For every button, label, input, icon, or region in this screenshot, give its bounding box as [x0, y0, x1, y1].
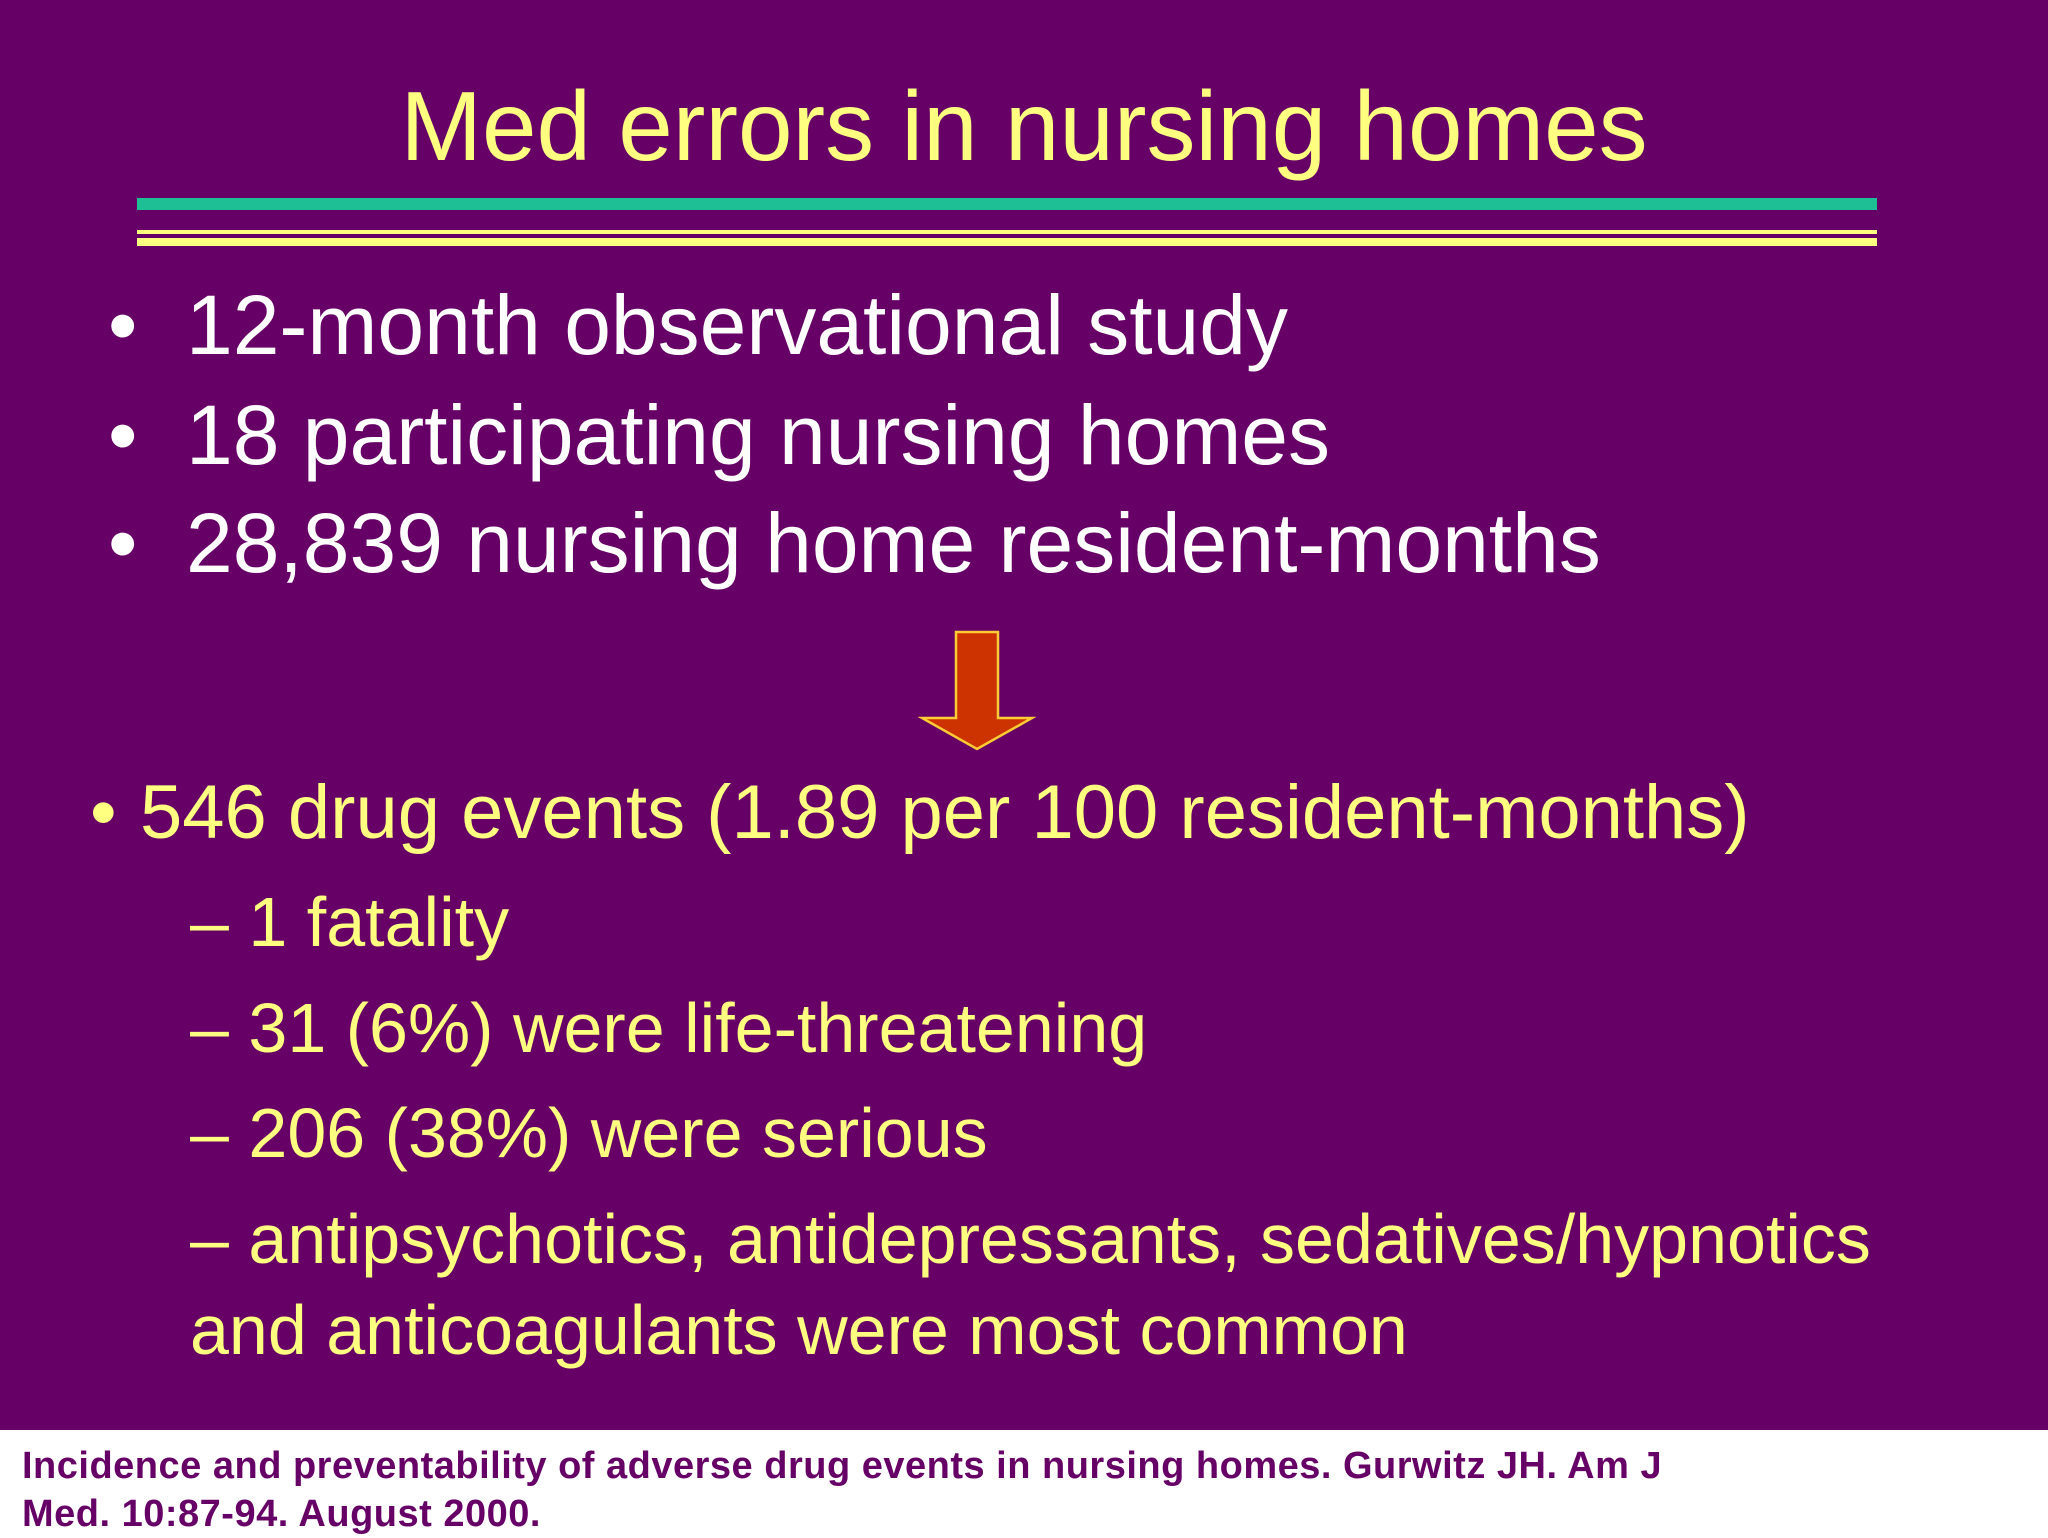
dash-glyph: –	[190, 1200, 229, 1278]
sub-point-text: 1 fatality	[248, 883, 510, 961]
down-arrow-icon	[918, 630, 1036, 752]
sub-point-drug-classes-continued	[190, 1285, 1408, 1375]
bullet-glyph: •	[108, 496, 138, 590]
citation-line-2: Med. 10:87-94. August 2000.	[22, 1493, 541, 1535]
main-point-drug-events	[90, 763, 1750, 863]
citation	[22, 1442, 2032, 1538]
sub-point-text: 206 (38%) were serious	[248, 1094, 988, 1172]
bullet-glyph: •	[108, 388, 138, 482]
dash-glyph: –	[190, 1094, 229, 1172]
sub-point-text: and anticoagulants were most common	[190, 1291, 1408, 1369]
main-point-text: 546 drug events (1.89 per 100 resident-months)	[140, 770, 1750, 855]
title-rule-teal	[137, 198, 1877, 210]
bullet-glyph: •	[108, 278, 138, 372]
bullet-text: 18 participating nursing homes	[186, 388, 1331, 482]
citation-line-1: Incidence and preventability of adverse drug events in nursing homes. Gurwitz JH. Am J	[22, 1445, 1663, 1487]
bullet-glyph: •	[90, 770, 117, 855]
slide-title: Med errors in nursing homes	[400, 71, 1648, 181]
title-rule-yellow-thick	[137, 238, 1877, 246]
bullet-resident-months	[108, 493, 1601, 593]
sub-point-text: antipsychotics, antidepressants, sedatives/hypnotics	[248, 1200, 1871, 1278]
sub-point-serious	[190, 1088, 988, 1178]
bullet-text: 28,839 nursing home resident-months	[186, 496, 1601, 590]
title-rule-yellow-thin	[137, 230, 1877, 234]
sub-point-life-threatening	[190, 983, 1147, 1073]
sub-point-drug-classes	[190, 1194, 1871, 1284]
dash-glyph: –	[190, 883, 229, 961]
dash-glyph: –	[190, 989, 229, 1067]
sub-point-fatality	[190, 877, 509, 967]
sub-point-text: 31 (6%) were life-threatening	[248, 989, 1148, 1067]
bullet-nursing-homes	[108, 385, 1330, 485]
bullet-study-duration	[108, 275, 1288, 375]
bullet-text: 12-month observational study	[186, 278, 1288, 372]
